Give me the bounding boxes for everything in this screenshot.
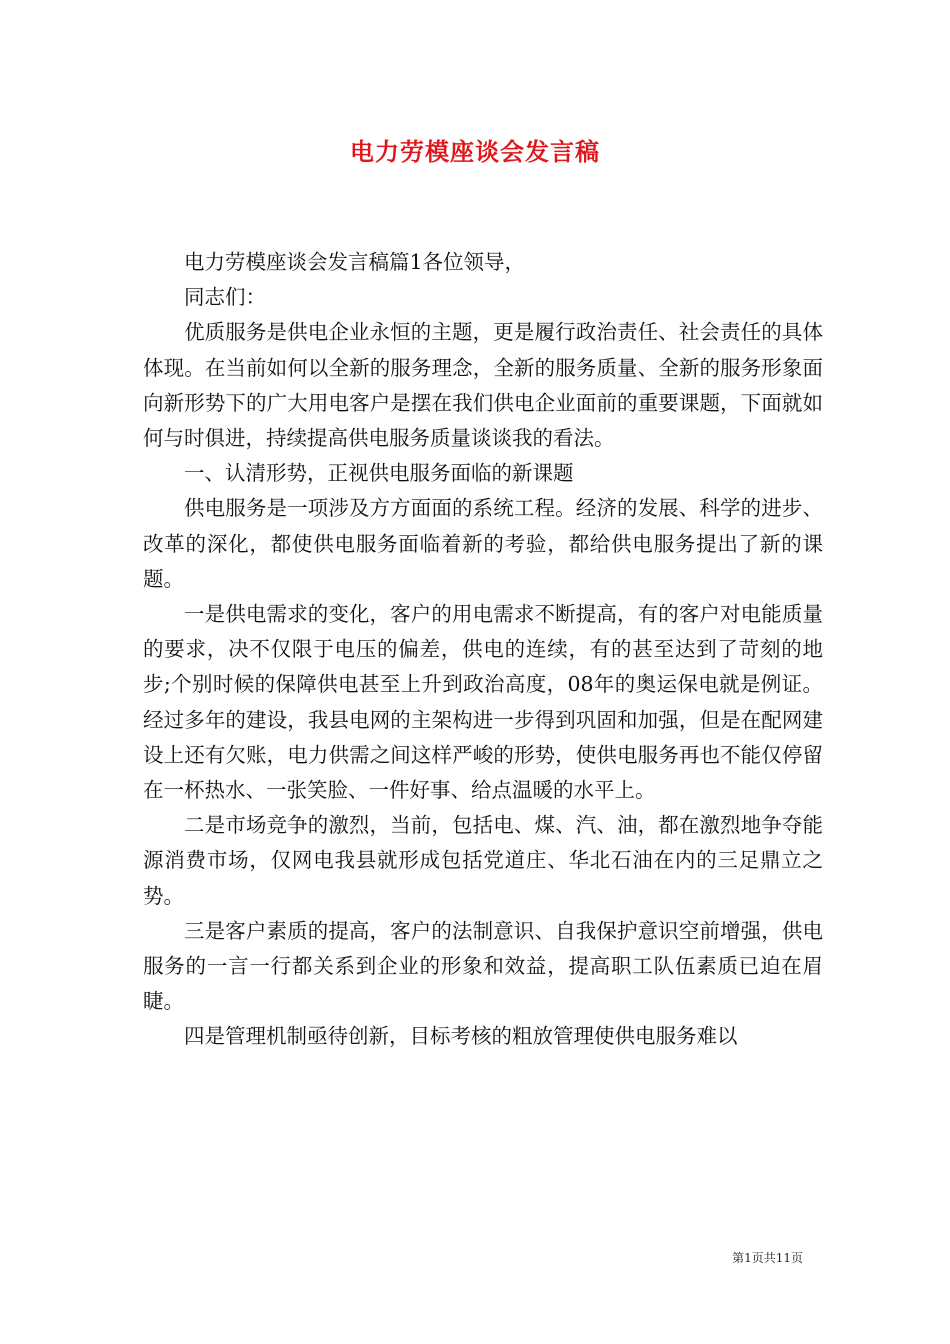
- section-heading: 一、认清形势，正视供电服务面临的新课题: [184, 461, 574, 486]
- paragraph: 供电服务是一项涉及方方面面的系统工程。经济的发展、科学的进步、改革的深化，都使供电服务面临着新的考验，都给供电服务提出了新的课题。: [143, 496, 823, 591]
- paragraph: 二是市场竞争的激烈，当前，包括电、煤、汽、油，都在激烈地争夺能源消费市场，仅网电我县就形成包括党道庄、华北石油在内的三足鼎立之势。: [143, 813, 823, 908]
- paragraph: 四是管理机制亟待创新，目标考核的粗放管理使供电服务难以: [184, 1024, 738, 1049]
- paragraph: 电力劳模座谈会发言稿篇1各位领导，: [184, 250, 526, 274]
- page-number-footer: 第1页共11页: [732, 1251, 803, 1265]
- document-title: 电力劳模座谈会发言稿: [350, 137, 600, 166]
- document-body: [143, 245, 823, 1055]
- paragraph: 优质服务是供电企业永恒的主题，更是履行政治责任、社会责任的具体体现。在当前如何以全新的服务理念，全新的服务质量、全新的服务形象面向新形势下的广大用电客户是摆在我们供电企业面前的重要课题，下面就如何与时俱进，持续提高供电服务质量谈谈我的看法。: [143, 320, 823, 451]
- paragraph: 一是供电需求的变化，客户的用电需求不断提高，有的客户对电能质量的要求，决不仅限于电压的偏差，供电的连续，有的甚至达到了苛刻的地步;个别时候的保障供电甚至上升到政治高度，08年的奥运保电就是例证。经过多年的建设，我县电网的主架构进一步得到巩固和加强，但是在配网建设上还有欠账，电力供需之间这样严峻的形势，使供电服务再也不能仅停留在一杯热水、一张笑脸、一件好事、给点温暖的水平上。: [143, 602, 823, 803]
- paragraph: 同志们：: [184, 285, 266, 310]
- paragraph: 三是客户素质的提高，客户的法制意识、自我保护意识空前增强，供电服务的一言一行都关系到企业的形象和效益，提高职工队伍素质已迫在眉睫。: [143, 918, 823, 1014]
